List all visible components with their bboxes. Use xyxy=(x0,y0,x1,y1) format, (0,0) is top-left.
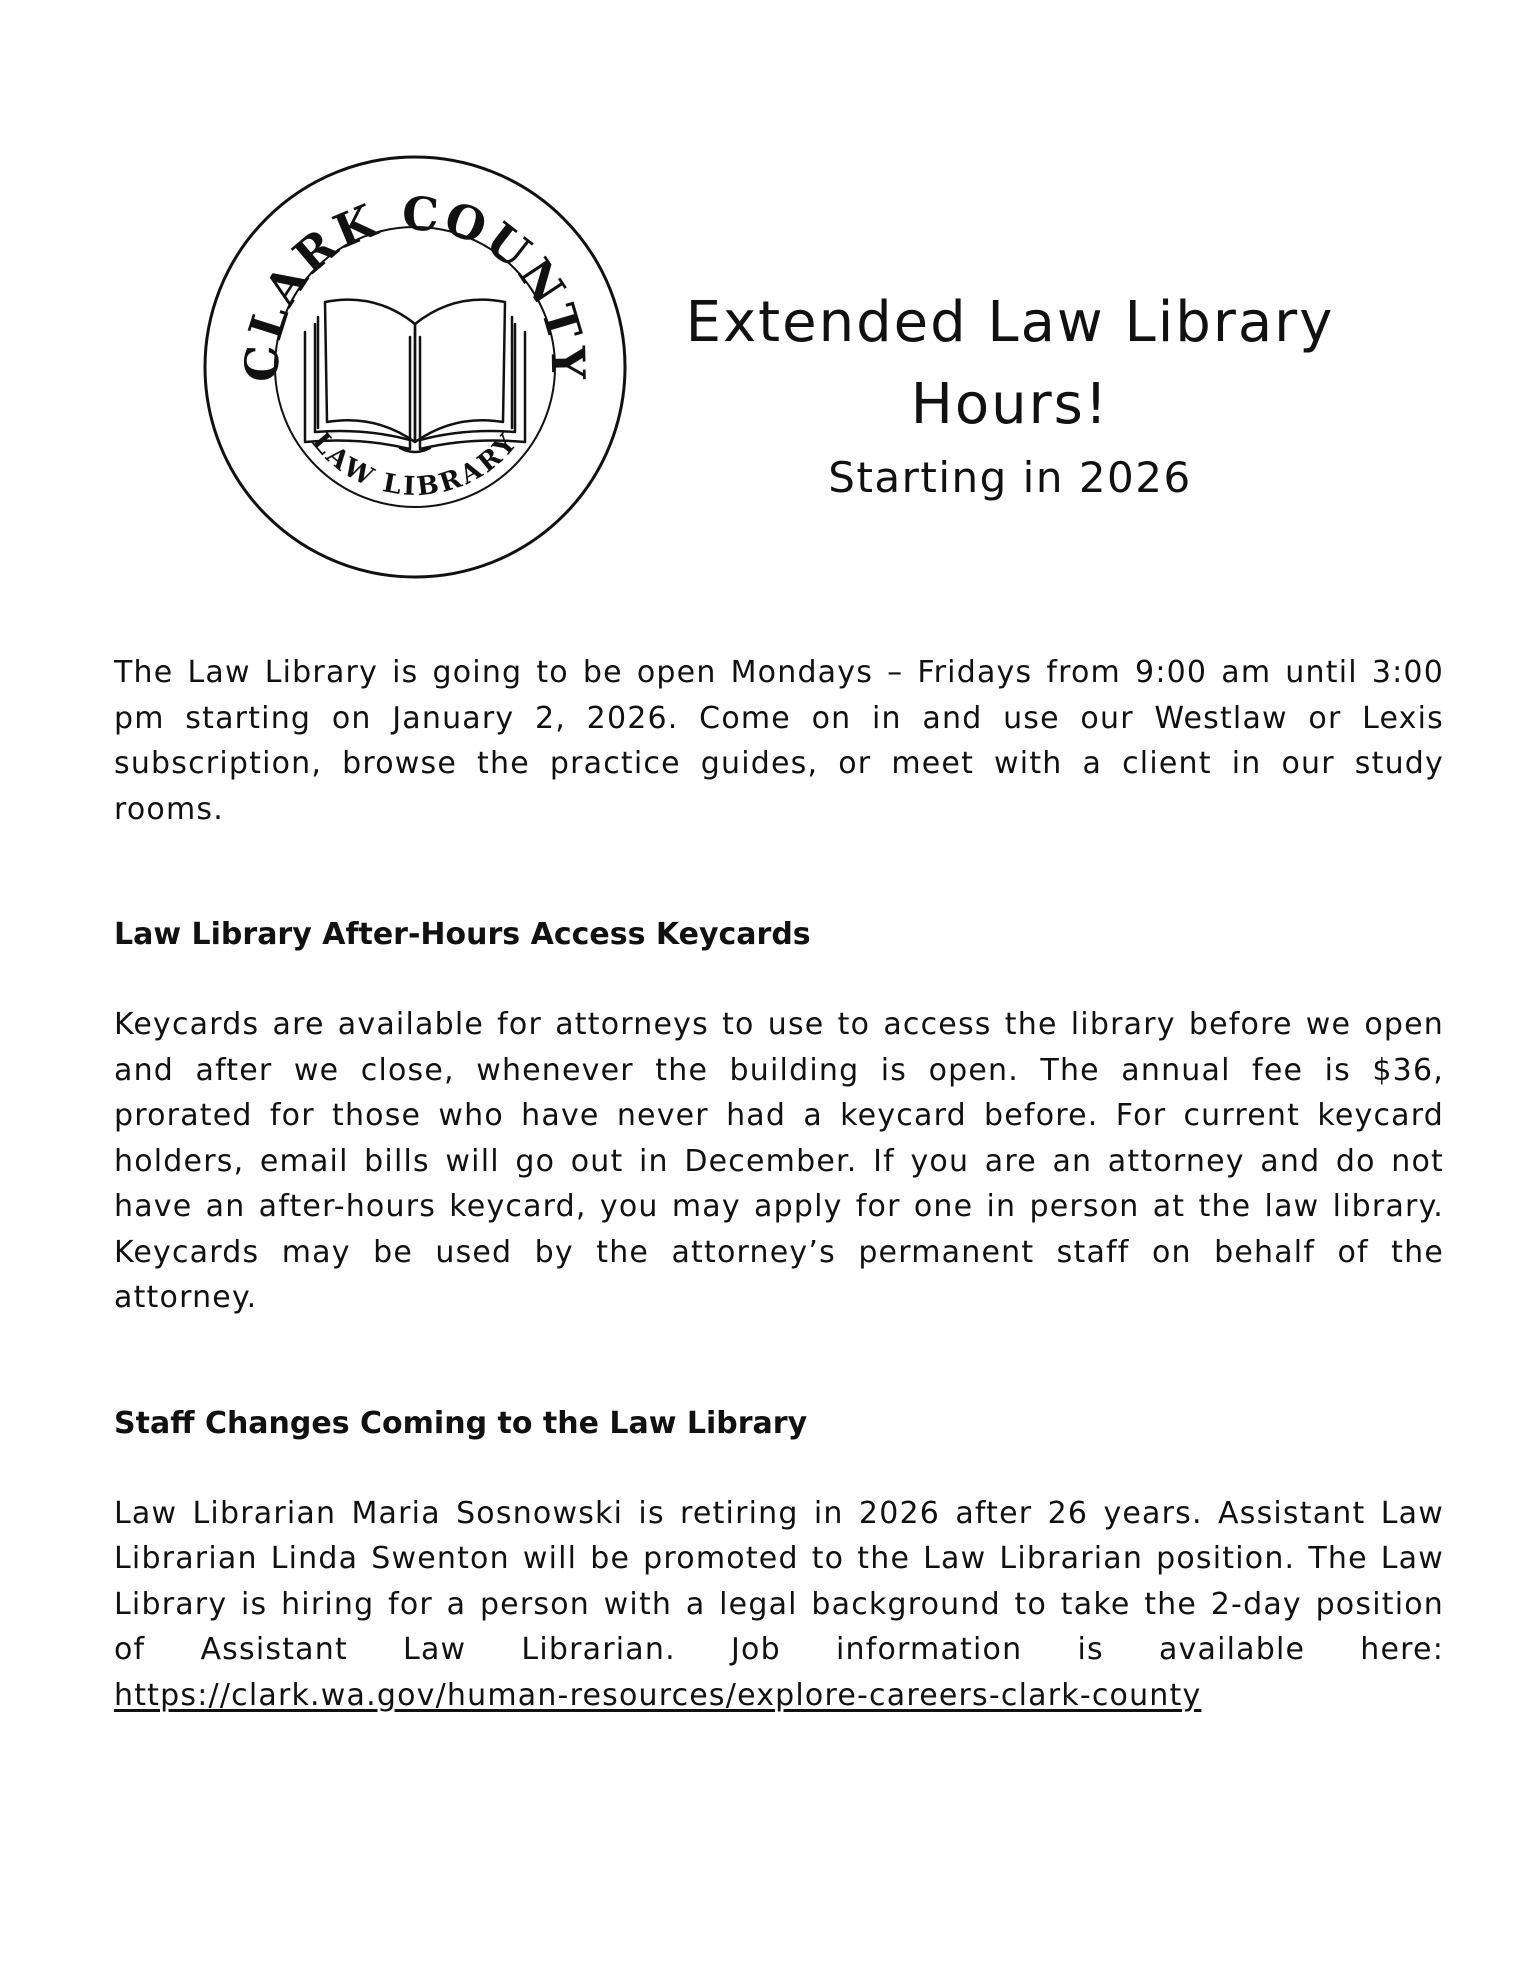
keycards-heading: Law Library After-Hours Access Keycards xyxy=(114,917,811,952)
document-body xyxy=(114,650,1444,1718)
logo-bottom-text: LAW LIBRARY xyxy=(305,426,525,503)
keycards-paragraph: Keycards are available for attorneys to use to access the library before we open and after we close, whenever the building is open. The annual fee is $36, prorated for those who have never had a keycard before. For current keycard holders, email bills will go out in December. If you are an attorney and do not have an after-hours keycard, you may apply for one in person at the law library. Keycards may be used by the attorney’s permanent staff on behalf of the attorney. xyxy=(114,1007,1444,1315)
page-title xyxy=(660,282,1360,446)
intro-paragraph: The Law Library is going to be open Mondays – Fridays from 9:00 am until 3:00 pm starting on January 2, 2026. Come on in and use our Westlaw or Lexis subscription, browse the practice guides, or meet with a client in our study rooms. xyxy=(114,655,1444,827)
logo-top-text: CLARK COUNTY xyxy=(234,186,596,383)
law-library-logo xyxy=(200,152,630,582)
title-line-1: Extended Law Library xyxy=(685,290,1335,355)
careers-link[interactable]: https://clark.wa.gov/human-resources/explore-careers-clark-county xyxy=(114,1677,1202,1713)
staff-paragraph xyxy=(114,1491,1444,1719)
title-line-2: Hours! xyxy=(910,372,1110,437)
title-block xyxy=(660,282,1360,506)
staff-text: Law Librarian Maria Sosnowski is retiring in 2026 after 26 years. Assistant Law Librarian Linda Swenton will be promoted to the Law Librarian position. The Law Library is hiring for a person with a legal background to take the 2-day position of Assistant Law Librarian. Job information is available here: xyxy=(114,1495,1444,1667)
staff-heading: Staff Changes Coming to the Law Library xyxy=(114,1405,808,1441)
open-book-icon xyxy=(305,300,525,452)
page-subtitle: Starting in 2026 xyxy=(828,453,1192,502)
